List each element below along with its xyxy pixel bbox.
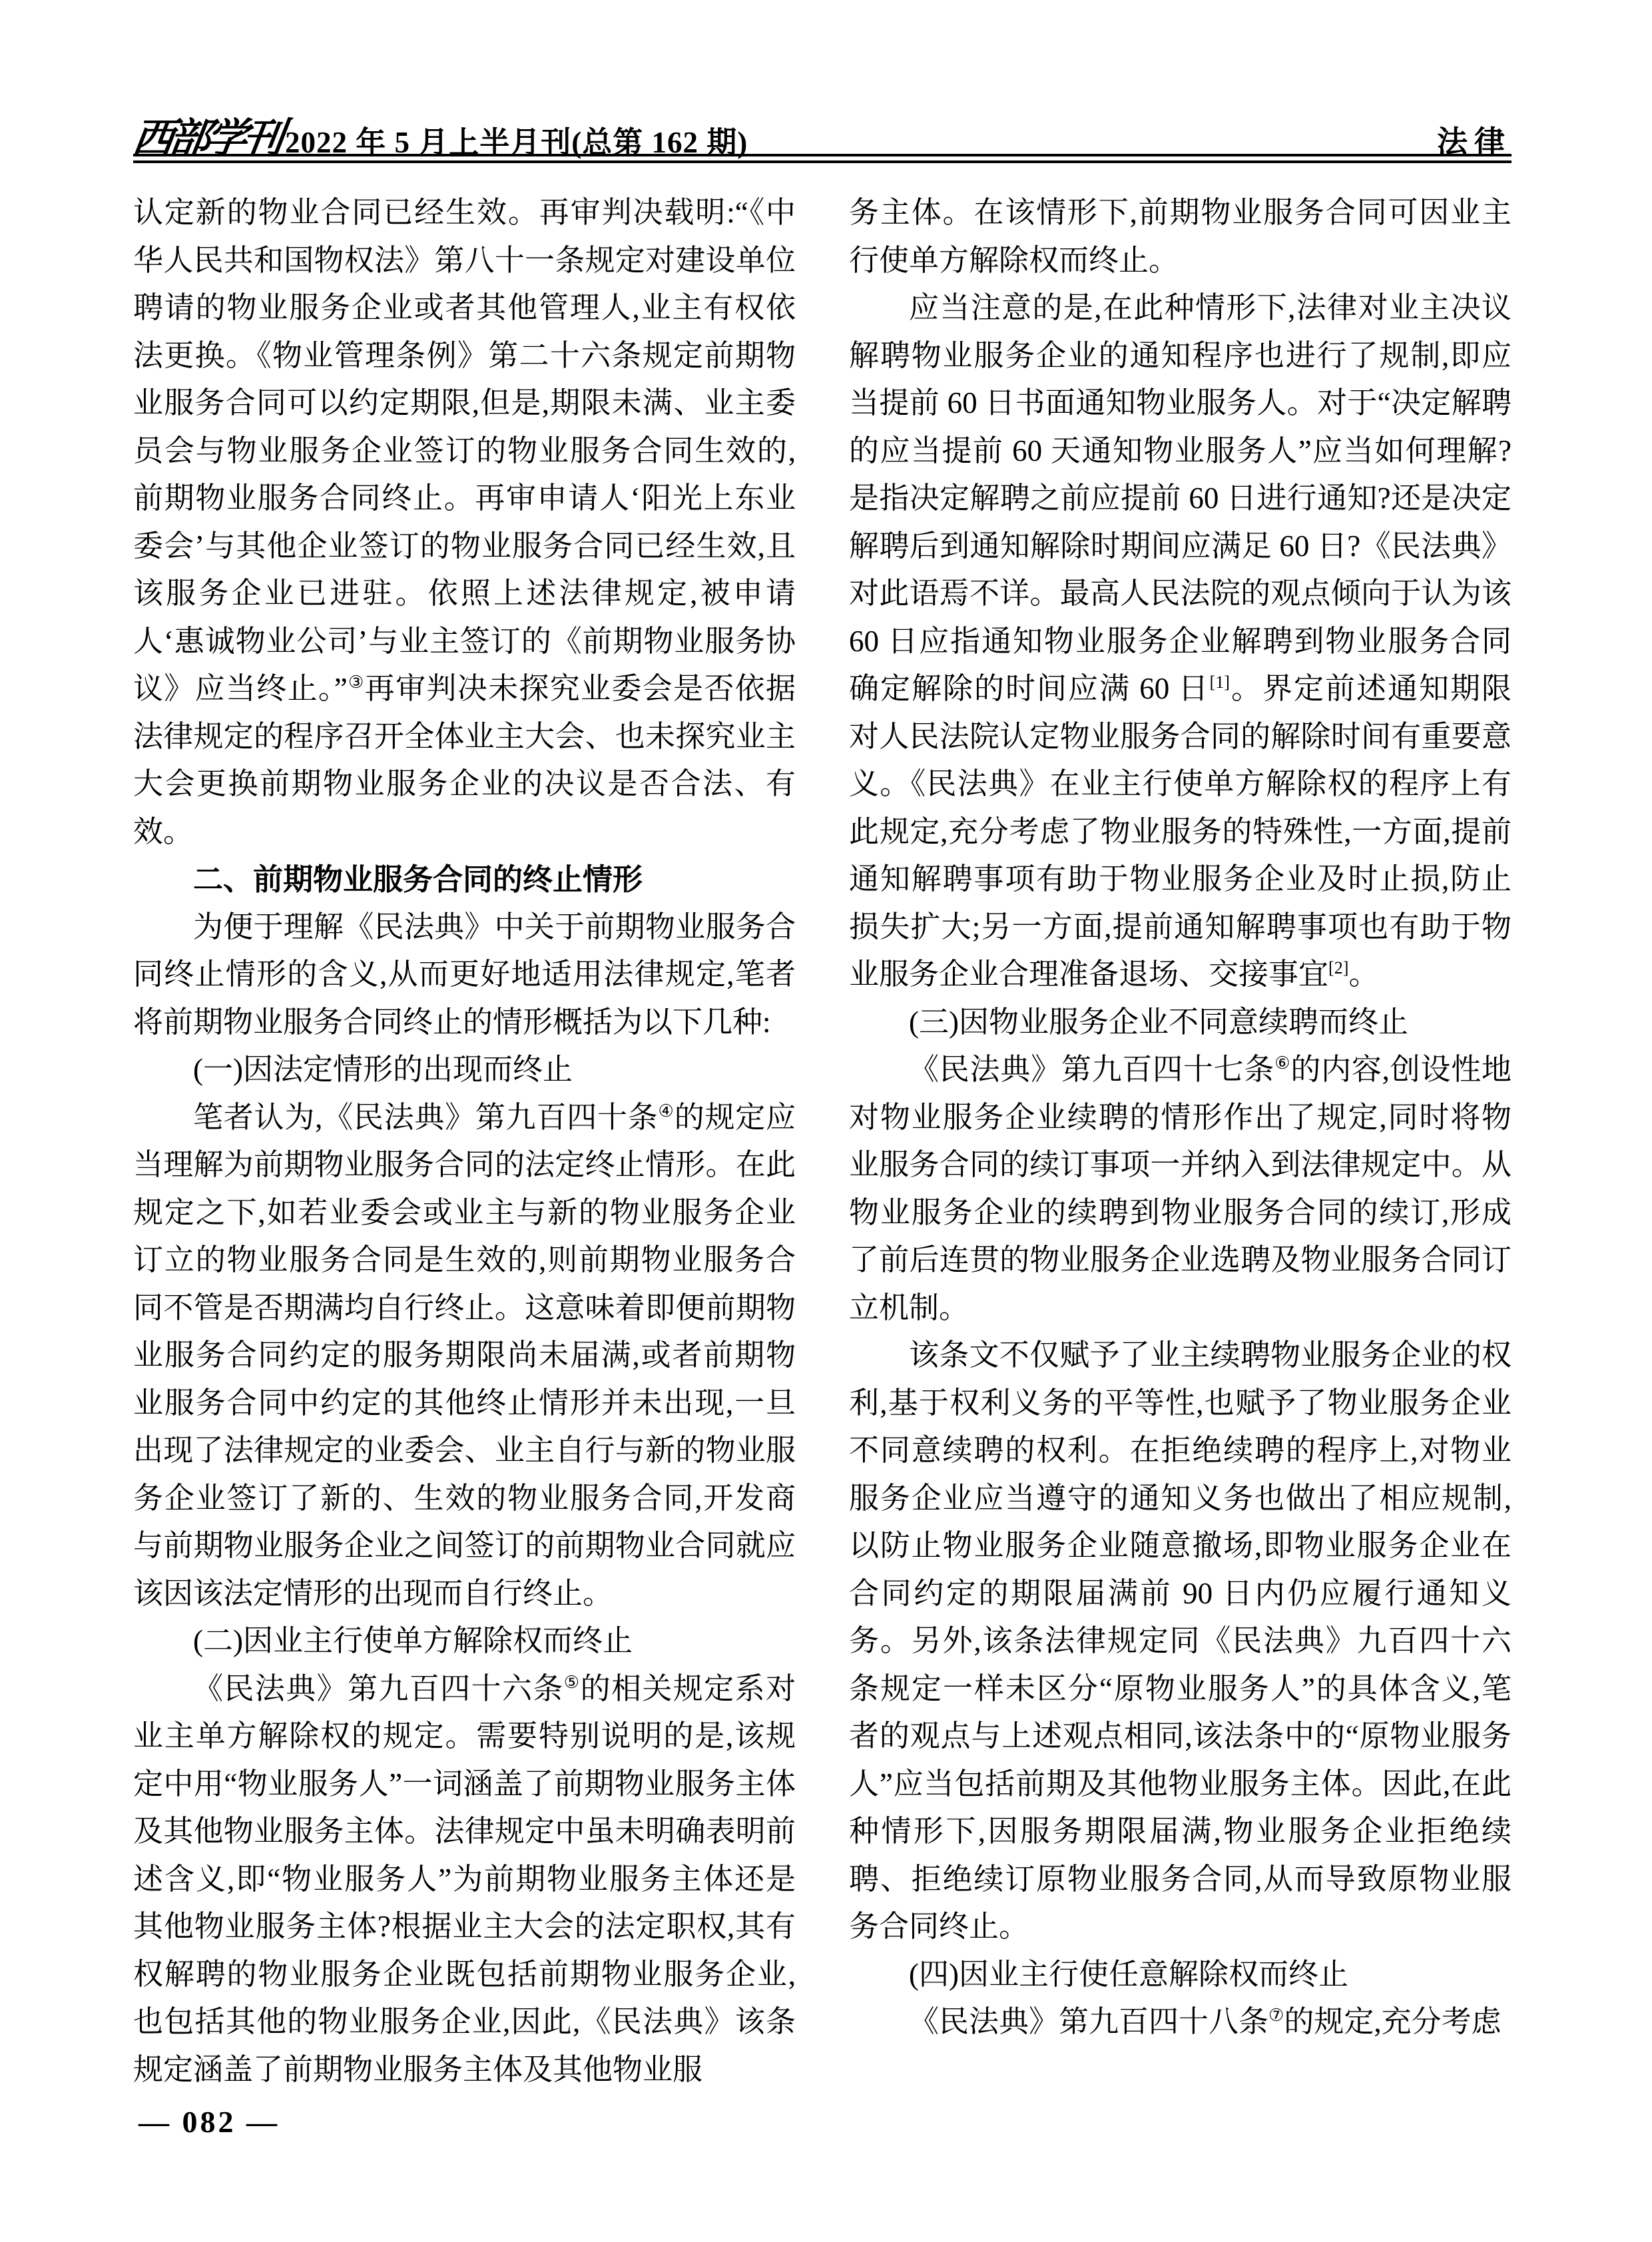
paragraph-carryover: 认定新的物业合同已经生效。再审判决载明:“《中华人民共和国物权法》第八十一条规定对建设单位聘请的物业服务企业或者其他管理人,业主有权依法更换。《物业管理条例》第二十六条规定前期物业服务合同可以约定期限,但是,期限未满、业主委员会与物业服务企业签订的物业服务合同生效的,前期物业服务合同终止。再审申请人‘阳光上东业委会’与其他企业签订的物业服务合同已经生效,且该服务企业已进驻。依照上述法律规定,被申请人‘惠诚物业公司’与业主签订的《前期物业服务协议》应当终止。”③再审判决未探究业委会是否依据法律规定的程序召开全体业主大会、也未探究业主大会更换前期物业服务企业的决议是否合法、有效。 — [133, 196, 796, 848]
paragraph: 《民法典》第九百四十七条⑥的内容,创设性地对物业服务企业续聘的情形作出了规定,同时将物业服务合同的续订事项一并纳入到法律规定中。从物业服务企业的续聘到物业服务合同的续订,形成了前后连贯的物业服务企业选聘及物业服务合同订立机制。 — [849, 1053, 1512, 1324]
footnote-ref: [2] — [1328, 958, 1349, 978]
paragraph-carryover: 务主体。在该情形下,前期物业服务合同可因业主行使单方解除权而终止。 — [849, 196, 1512, 277]
journal-logo: 西部学刊 — [129, 117, 282, 162]
paragraph: 《民法典》第九百四十六条⑤的相关规定系对业主单方解除权的规定。需要特别说明的是,该规定中用“物业服务人”一词涵盖了前期物业服务主体及其他物业服务主体。法律规定中虽未明确表明前述含义,即“物业服务人”为前期物业服务主体还是其他物业服务主体?根据业主大会的法定职权,其有权解聘的物业服务企业既包括前期物业服务企业,也包括其他的物业服务企业,因此,《民法典》该条规定涵盖了前期物业服务主体及其他物业服 — [133, 1671, 796, 2086]
left-column — [133, 189, 796, 2094]
header-double-rule — [133, 154, 1512, 163]
subheading-1: (一)因法定情形的出现而终止 — [193, 1053, 573, 1086]
page-number: — 082 — — [138, 2105, 280, 2139]
issue-info: 2022 年 5 月上半月刊(总第 162 期) — [285, 126, 748, 159]
section-heading-2: 二、前期物业服务合同的终止情形 — [193, 862, 643, 896]
paragraph: 应当注意的是,在此种情形下,法律对业主决议解聘物业服务企业的通知程序也进行了规制,即应当提前 60 日书面通知物业服务人。对于“决定解聘的应当提前 60 天通知物业服务人”应当如何理解?是指决定解聘之前应提前 60 日进行通知?还是决定解聘后到通知解除时期间应满足 60 日?《民法典》对此语焉不详。最高人民法院的观点倾向于认为该 60 日应指通知物业服务企业解聘到物业服务合同确定解除的时间应满 60 日[1]。界定前述通知期限对人民法院认定物业服务合同的解除时间有重要意义。《民法典》在业主行使单方解除权的程序上有此规定,充分考虑了物业服务的特殊性,一方面,提前通知解聘事项有助于物业服务企业及时止损,防止损失扩大;另一方面,提前通知解聘事项也有助于物业服务企业合理准备退场、交接事宜[2]。 — [849, 291, 1512, 991]
subheading-2: (二)因业主行使单方解除权而终止 — [193, 1624, 633, 1657]
footnote-ref: ⑥ — [1274, 1053, 1291, 1073]
subheading-4: (四)因业主行使任意解除权而终止 — [909, 1957, 1348, 1991]
footnote-ref: ③ — [347, 673, 365, 692]
paragraph: 《民法典》第九百四十八条⑦的规定,充分考虑 — [909, 2005, 1502, 2038]
right-column — [849, 189, 1512, 2094]
paragraph: 笔者认为,《民法典》第九百四十条④的规定应当理解为前期物业服务合同的法定终止情形。在此规定之下,如若业委会或业主与新的物业服务企业订立的物业服务合同是生效的,则前期物业服务合同不管是否期满均自行终止。这意味着即便前期物业服务合同约定的服务期限尚未届满,或者前期物业服务合同中约定的其他终止情形并未出现,一旦出现了法律规定的业委会、业主自行与新的物业服务企业签订了新的、生效的物业服务合同,开发商与前期物业服务企业之间签订的前期物业合同就应该因该法定情形的出现而自行终止。 — [133, 1100, 796, 1610]
section-label: 法律 — [1437, 125, 1512, 159]
footnote-ref: ⑦ — [1268, 2006, 1284, 2025]
footnote-ref: [1] — [1209, 673, 1230, 692]
paragraph: 该条文不仅赋予了业主续聘物业服务企业的权利,基于权利义务的平等性,也赋予了物业服务企业不同意续聘的权利。在拒绝续聘的程序上,对物业服务企业应当遵守的通知义务也做出了相应规制,以防止物业服务企业随意撤场,即物业服务企业在合同约定的期限届满前 90 日内仍应履行通知义务。另外,该条法律规定同《民法典》九百四十六条规定一样未区分“原物业服务人”的具体含义,笔者的观点与上述观点相同,该法条中的“原物业服务人”应当包括前期及其他物业服务主体。因此,在此种情形下,因服务期限届满,物业服务企业拒绝续聘、拒绝续订原物业服务合同,从而导致原物业服务合同终止。 — [849, 1338, 1512, 1943]
footnote-ref: ④ — [658, 1101, 675, 1121]
article-body — [133, 189, 1512, 2094]
footnote-ref: ⑤ — [563, 1672, 581, 1692]
paragraph: 为便于理解《民法典》中关于前期物业服务合同终止情形的含义,从而更好地适用法律规定,笔者将前期物业服务合同终止的情形概括为以下几种: — [133, 910, 796, 1039]
subheading-3: (三)因物业服务企业不同意续聘而终止 — [909, 1005, 1408, 1039]
